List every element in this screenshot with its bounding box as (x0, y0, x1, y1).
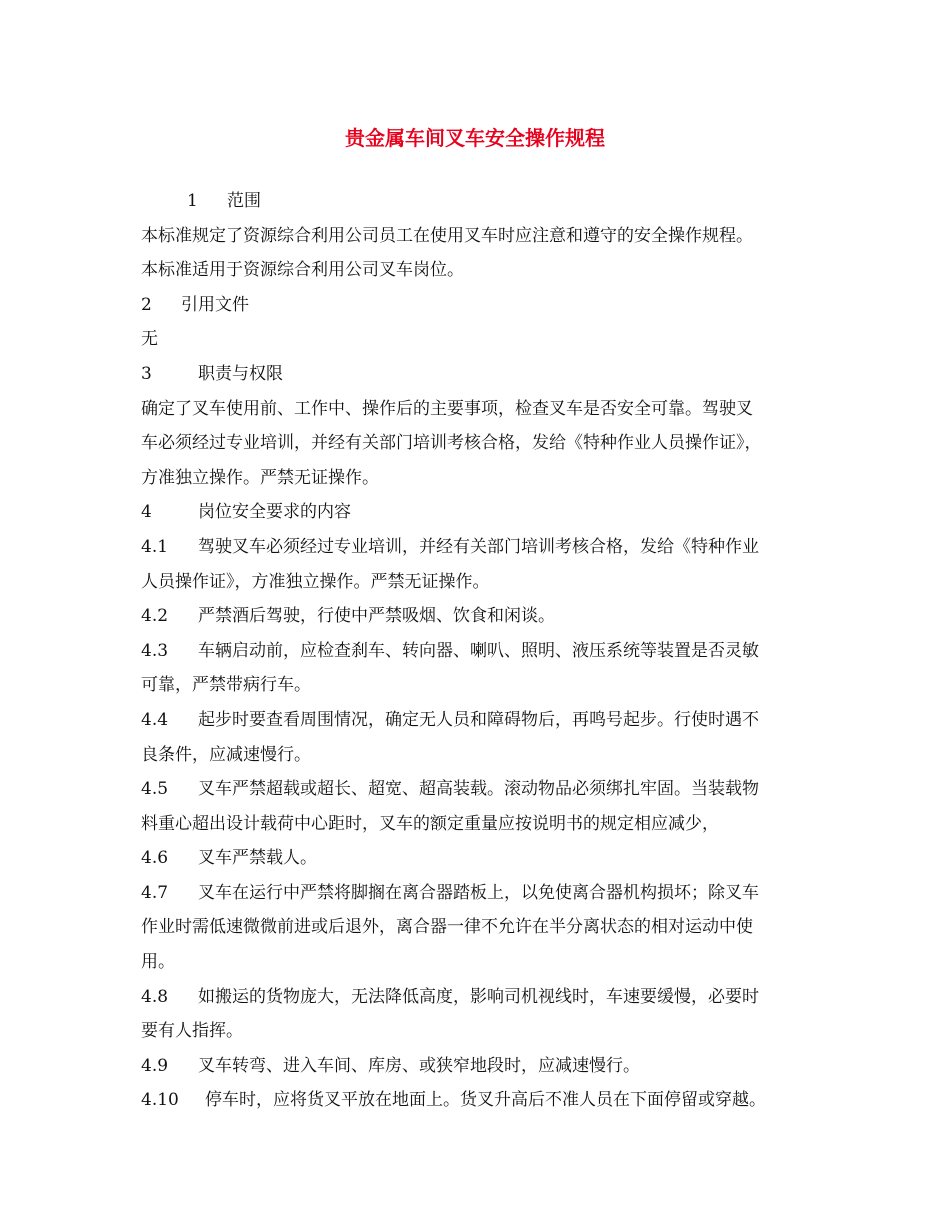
item-continuation: 用。 (141, 952, 175, 973)
item-text: 车辆启动前，应检查刹车、转向器、喇叭、照明、液压系统等装置是否灵敏 (198, 640, 759, 661)
item-text: 叉车转弯、进入车间、库房、或狭窄地段时，应减速慢行。 (198, 1055, 640, 1076)
item-continuation: 良条件，应减速慢行。 (141, 744, 311, 765)
section-number: 3 (141, 363, 152, 384)
section-heading-4 (141, 495, 821, 530)
section-number: 1 (187, 191, 198, 211)
item-continuation: 作业时需低速微微前进或后退外，离合器一律不允许在半分离状态的相对运动中使 (141, 917, 753, 938)
list-item-4-3 (141, 634, 821, 669)
section-title: 职责与权限 (198, 363, 283, 384)
item-number: 4.10 (141, 1090, 179, 1111)
item-number: 4.9 (141, 1055, 169, 1076)
item-number: 4.4 (141, 709, 169, 730)
paragraph-line: 方准独立操作。严禁无证操作。 (141, 467, 379, 488)
paragraph: 无 (141, 329, 158, 350)
section-title: 范围 (227, 191, 261, 211)
list-item-4-9 (141, 1049, 821, 1084)
list-item-4-5 (141, 772, 821, 807)
document-title: 贵金属车间叉车安全操作规程 (345, 126, 605, 150)
list-item-4-10 (141, 1083, 821, 1118)
document-body (141, 184, 821, 1118)
item-text: 驾驶叉车必须经过专业培训，并经有关部门培训考核合格，发给《特种作业 (198, 536, 759, 557)
paragraph: 本标准适用于资源综合利用公司叉车岗位。 (141, 260, 464, 281)
item-text: 停车时，应将货叉平放在地面上。货叉升高后不准人员在下面停留或穿越。 (205, 1090, 766, 1111)
item-text: 叉车严禁超载或超长、超宽、超高装载。滚动物品必须绑扎牢固。当装载物 (198, 779, 759, 800)
section-title: 岗位安全要求的内容 (198, 502, 351, 523)
paragraph: 本标准规定了资源综合利用公司员工在使用叉车时应注意和遵守的安全操作规程。 (141, 225, 753, 246)
item-text: 如搬运的货物庞大，无法降低高度，影响司机视线时，车速要缓慢，必要时 (198, 986, 759, 1007)
list-item-4-6 (141, 841, 821, 876)
item-text: 严禁酒后驾驶，行使中严禁吸烟、饮食和闲谈。 (198, 606, 555, 627)
item-text: 起步时要查看周围情况，确定无人员和障碍物后，再鸣号起步。行使时遇不 (198, 709, 759, 730)
paragraph-line: 车必须经过专业培训，并经有关部门培训考核合格，发给《特种作业人员操作证》， (141, 433, 762, 454)
section-heading-2 (141, 288, 821, 323)
list-item-4-2 (141, 599, 821, 634)
item-number: 4.2 (141, 606, 169, 627)
item-number: 4.6 (141, 848, 169, 869)
section-number: 4 (141, 502, 152, 523)
section-number: 2 (141, 294, 152, 315)
list-item-4-4 (141, 703, 821, 738)
item-number: 4.5 (141, 779, 169, 800)
item-number: 4.3 (141, 640, 169, 661)
list-item-4-1 (141, 530, 821, 565)
section-heading-3 (141, 357, 821, 392)
item-text: 叉车在运行中严禁将脚搁在离合器踏板上，以免使离合器机构损坏；除叉车 (198, 882, 759, 903)
list-item-4-7 (141, 876, 821, 911)
item-number: 4.1 (141, 536, 169, 557)
item-continuation: 料重心超出设计载荷中心距时，叉车的额定重量应按说明书的规定相应减少， (141, 813, 719, 834)
paragraph-line: 确定了叉车使用前、工作中、操作后的主要事项，检查叉车是否安全可靠。驾驶叉 (141, 398, 753, 419)
item-continuation: 要有人指挥。 (141, 1021, 243, 1042)
list-item-4-8 (141, 980, 821, 1015)
item-continuation: 人员操作证》，方准独立操作。严禁无证操作。 (141, 571, 490, 592)
item-number: 4.8 (141, 986, 169, 1007)
item-text: 叉车严禁载人。 (198, 848, 317, 869)
section-heading-1 (141, 184, 821, 219)
item-number: 4.7 (141, 882, 169, 903)
section-title: 引用文件 (181, 294, 249, 315)
item-continuation: 可靠，严禁带病行车。 (141, 675, 311, 696)
